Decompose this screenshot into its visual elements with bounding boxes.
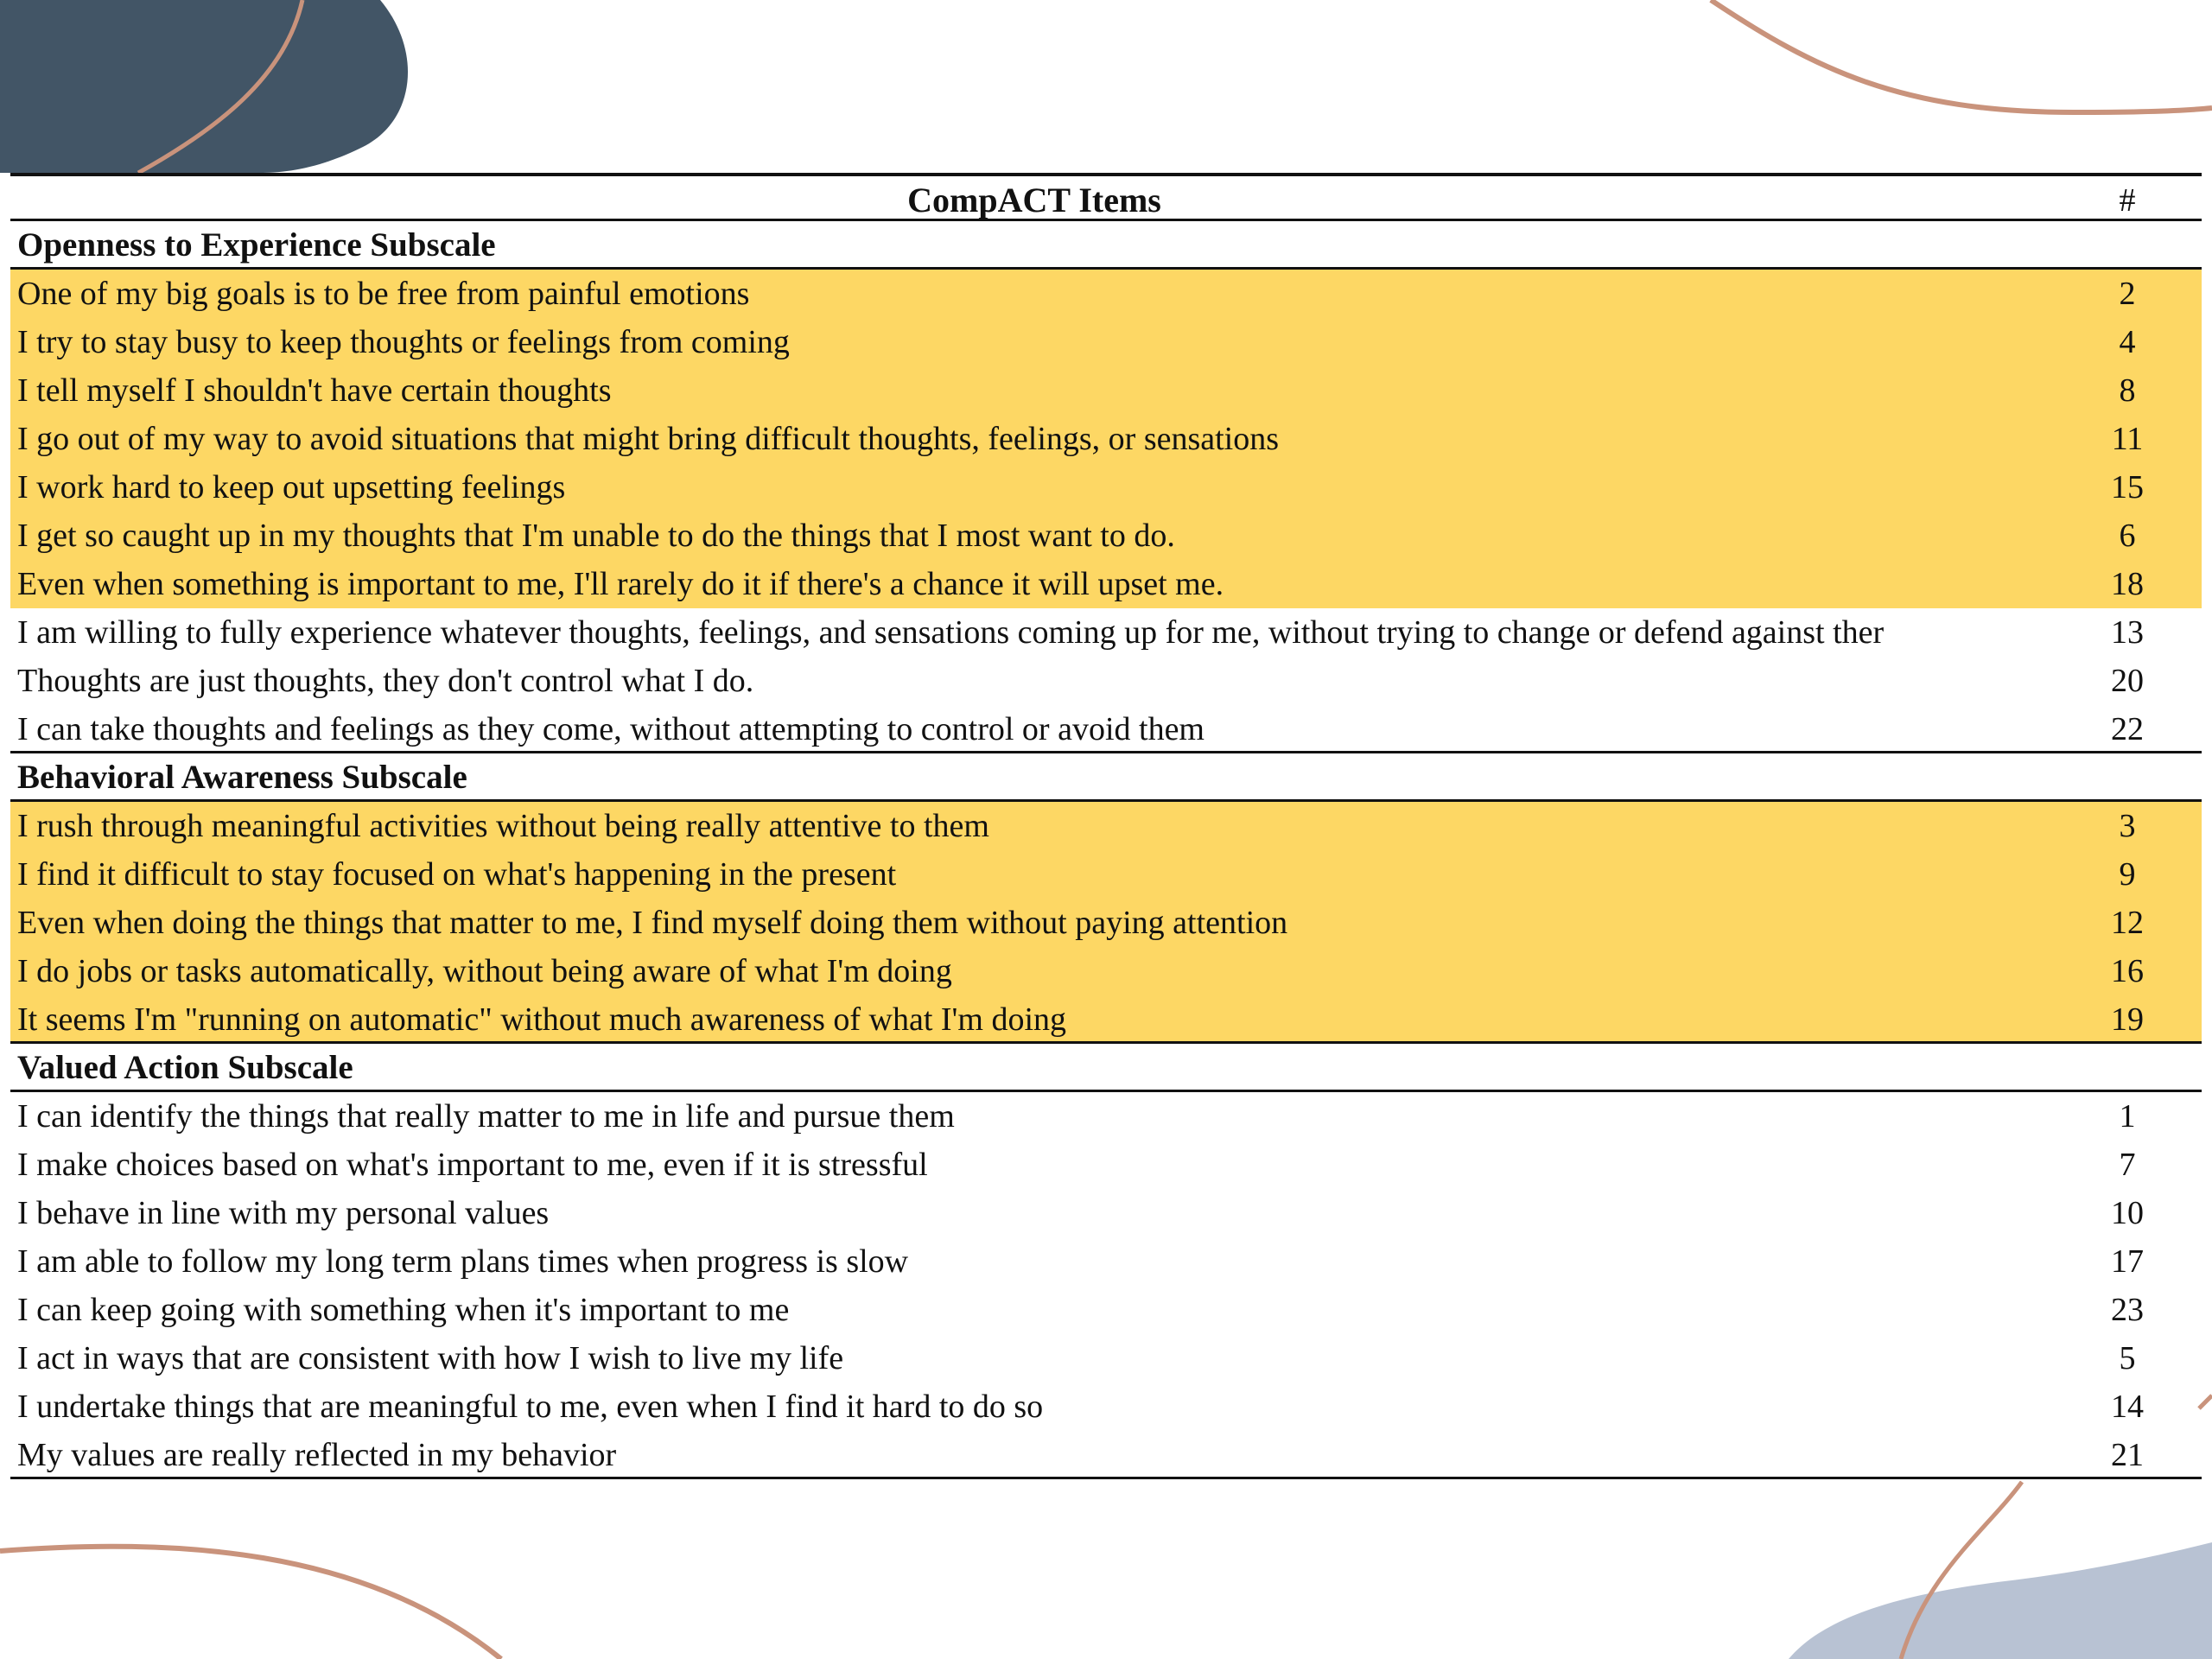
table-row (10, 1334, 2202, 1382)
item-text: I do jobs or tasks automatically, without being aware of what I'm doing (17, 953, 952, 989)
item-text: I am able to follow my long term plans times when progress is slow (17, 1243, 909, 1280)
item-text: Even when something is important to me, I'll rarely do it if there's a chance it will upset me. (17, 566, 1224, 602)
bottom-left-curve (0, 1547, 501, 1659)
item-number: 2 (2119, 276, 2136, 312)
header-number-label: # (2119, 182, 2136, 219)
item-text: I work hard to keep out upsetting feelings (17, 469, 566, 505)
item-number: 20 (2111, 663, 2144, 699)
item-number: 18 (2111, 566, 2144, 602)
table-row (10, 1382, 2202, 1431)
section-header-behavioral-awareness (10, 753, 2202, 802)
item-number: 7 (2119, 1147, 2136, 1183)
item-text: I undertake things that are meaningful to me, even when I find it hard to do so (17, 1389, 1044, 1425)
table-row (10, 995, 2202, 1044)
table-row (10, 1431, 2202, 1479)
table-row (10, 899, 2202, 947)
table-row (10, 657, 2202, 705)
section-header-openness (10, 221, 2202, 270)
table-row (10, 560, 2202, 608)
item-text: I can identify the things that really matter to me in life and pursue them (17, 1098, 955, 1135)
item-number: 22 (2111, 711, 2144, 747)
section-header-valued-action (10, 1044, 2202, 1092)
item-number: 14 (2111, 1389, 2144, 1425)
item-number: 9 (2119, 856, 2136, 893)
item-number: 17 (2111, 1243, 2144, 1280)
item-text: My values are really reflected in my behavior (17, 1437, 617, 1473)
table-row (10, 415, 2202, 463)
item-text: I try to stay busy to keep thoughts or feelings from coming (17, 324, 790, 360)
item-number: 21 (2111, 1437, 2144, 1473)
table-row (10, 270, 2202, 318)
section-title: Behavioral Awareness Subscale (17, 759, 467, 796)
table-row (10, 1237, 2202, 1286)
item-text: I can take thoughts and feelings as they come, without attempting to control or avoid them (17, 711, 1205, 747)
item-text: Thoughts are just thoughts, they don't control what I do. (17, 663, 754, 699)
item-number: 15 (2111, 469, 2144, 505)
item-text: I go out of my way to avoid situations that might bring difficult thoughts, feelings, or sensations (17, 421, 1280, 457)
compact-items-table (10, 173, 2202, 1479)
table-row (10, 463, 2202, 512)
item-number: 19 (2111, 1001, 2144, 1038)
bottom-right-blob-shape (1789, 1542, 2212, 1659)
item-text: I act in ways that are consistent with how I wish to live my life (17, 1340, 844, 1376)
item-number: 1 (2119, 1098, 2136, 1135)
table-row (10, 1092, 2202, 1141)
item-number: 16 (2111, 953, 2144, 989)
item-text: Even when doing the things that matter to me, I find myself doing them without paying attention (17, 905, 1288, 941)
table-row (10, 1286, 2202, 1334)
dark-blob-shape (0, 0, 408, 173)
table-row (10, 705, 2202, 753)
item-text: I am willing to fully experience whatever thoughts, feelings, and sensations coming up for me, without trying to change or defend against ther (17, 614, 1885, 651)
item-number: 4 (2119, 324, 2136, 360)
table-row (10, 318, 2202, 366)
top-right-curve (1711, 0, 2212, 112)
section-title: Valued Action Subscale (17, 1049, 353, 1086)
table-row (10, 366, 2202, 415)
item-number: 11 (2111, 421, 2144, 457)
item-text: I make choices based on what's important to me, even if it is stressful (17, 1147, 928, 1183)
section-title: Openness to Experience Subscale (17, 226, 496, 264)
table-row (10, 947, 2202, 995)
item-number: 8 (2119, 372, 2136, 409)
item-text: One of my big goals is to be free from painful emotions (17, 276, 750, 312)
item-text: I behave in line with my personal values (17, 1195, 550, 1231)
item-text: I rush through meaningful activities without being really attentive to them (17, 808, 989, 844)
item-text: I tell myself I shouldn't have certain thoughts (17, 372, 612, 409)
item-number: 12 (2111, 905, 2144, 941)
table-header-row (10, 173, 2202, 221)
table-row (10, 608, 2202, 657)
item-text: I find it difficult to stay focused on what's happening in the present (17, 856, 897, 893)
item-text: I can keep going with something when it's important to me (17, 1292, 790, 1328)
header-items-label: CompACT Items (907, 181, 1161, 219)
item-text: I get so caught up in my thoughts that I'm unable to do the things that I most want to do. (17, 518, 1175, 554)
item-number: 6 (2119, 518, 2136, 554)
table-row (10, 1189, 2202, 1237)
item-number: 13 (2111, 614, 2144, 651)
item-number: 10 (2111, 1195, 2144, 1231)
item-number: 5 (2119, 1340, 2136, 1376)
table-row (10, 802, 2202, 850)
item-number: 3 (2119, 808, 2136, 844)
table-row (10, 512, 2202, 560)
item-text: It seems I'm "running on automatic" without much awareness of what I'm doing (17, 1001, 1067, 1038)
table-row (10, 850, 2202, 899)
item-number: 23 (2111, 1292, 2144, 1328)
table-row (10, 1141, 2202, 1189)
